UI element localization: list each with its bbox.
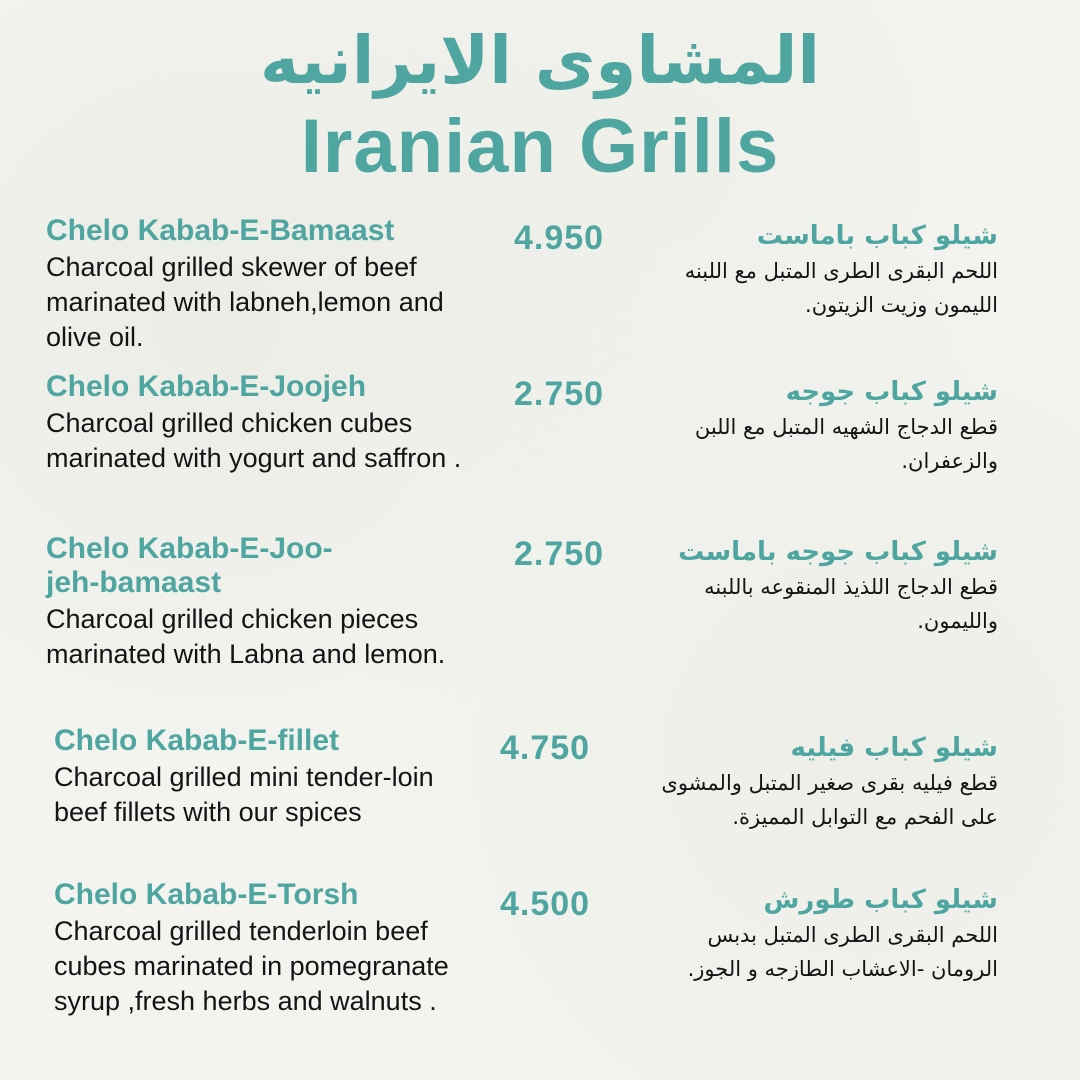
- menu-item-en: [46, 214, 501, 355]
- menu-item-ar: [638, 534, 998, 638]
- item-price: 4.750: [500, 729, 591, 767]
- item-name-ar: شيلو كباب فيليه: [790, 733, 998, 763]
- menu-item-en: [46, 532, 486, 672]
- item-description-en: Charcoal grilled chicken cubes marinated with yogurt and saffron .: [46, 408, 462, 473]
- menu-item-en: [46, 370, 501, 476]
- item-name-ar: شيلو كباب طورش: [763, 885, 998, 915]
- item-name-ar: شيلو كباب جوجه: [785, 377, 998, 407]
- item-description-ar: قطع الدجاج اللذيذ المنقوعه باللبنه والليمون.: [704, 575, 998, 633]
- item-description-en: Charcoal grilled chicken pieces marinated with Labna and lemon.: [46, 604, 446, 669]
- item-price: 4.950: [514, 219, 605, 257]
- item-name-ar: شيلو كباب باماست: [756, 221, 998, 251]
- menu-item-ar: [638, 374, 998, 478]
- item-description-ar: قطع الدجاج الشهيه المتبل مع اللبن والزعفران.: [694, 415, 998, 473]
- item-price: 2.750: [514, 535, 605, 573]
- item-name-en: Chelo Kabab-E-Torsh: [54, 878, 359, 911]
- item-description-en: Charcoal grilled tenderloin beef cubes marinated in pomegranate syrup ,fresh herbs and walnuts .: [54, 916, 449, 1016]
- item-price: 2.750: [514, 375, 605, 413]
- menu-item-en: [54, 724, 474, 830]
- menu-item-ar: [638, 730, 998, 834]
- item-name-en: Chelo Kabab-E-Joojeh: [46, 370, 367, 403]
- item-name-en: Chelo Kabab-E-fillet: [54, 724, 340, 757]
- item-price: 4.500: [500, 885, 591, 923]
- item-description-en: Charcoal grilled skewer of beef marinated with labneh,lemon and olive oil.: [46, 252, 444, 352]
- menu-title-arabic: المشاوى الايرانيه: [259, 22, 821, 99]
- item-description-ar: اللحم البقرى الطرى المتبل مع اللبنه الليمون وزيت الزيتون.: [684, 259, 998, 317]
- item-name-en: Chelo Kabab-E-Joo-jeh-bamaast: [46, 532, 333, 599]
- item-description-en: Charcoal grilled mini tender-loin beef fillets with our spices: [54, 762, 434, 827]
- item-name-en: Chelo Kabab-E-Bamaast: [46, 214, 395, 247]
- menu-title-english: Iranian Grills: [300, 104, 780, 189]
- item-description-ar: قطع فيليه بقرى صغير المتبل والمشوى على الفحم مع التوابل المميزة.: [661, 771, 998, 829]
- item-description-ar: اللحم البقرى الطرى المتبل بدبس الرومان -الاعشاب الطازجه و الجوز.: [687, 923, 998, 981]
- menu-item-ar: [638, 882, 998, 986]
- item-name-ar: شيلو كباب جوجه باماست: [678, 537, 998, 567]
- menu-item-ar: [638, 218, 998, 322]
- menu-item-en: [54, 878, 464, 1019]
